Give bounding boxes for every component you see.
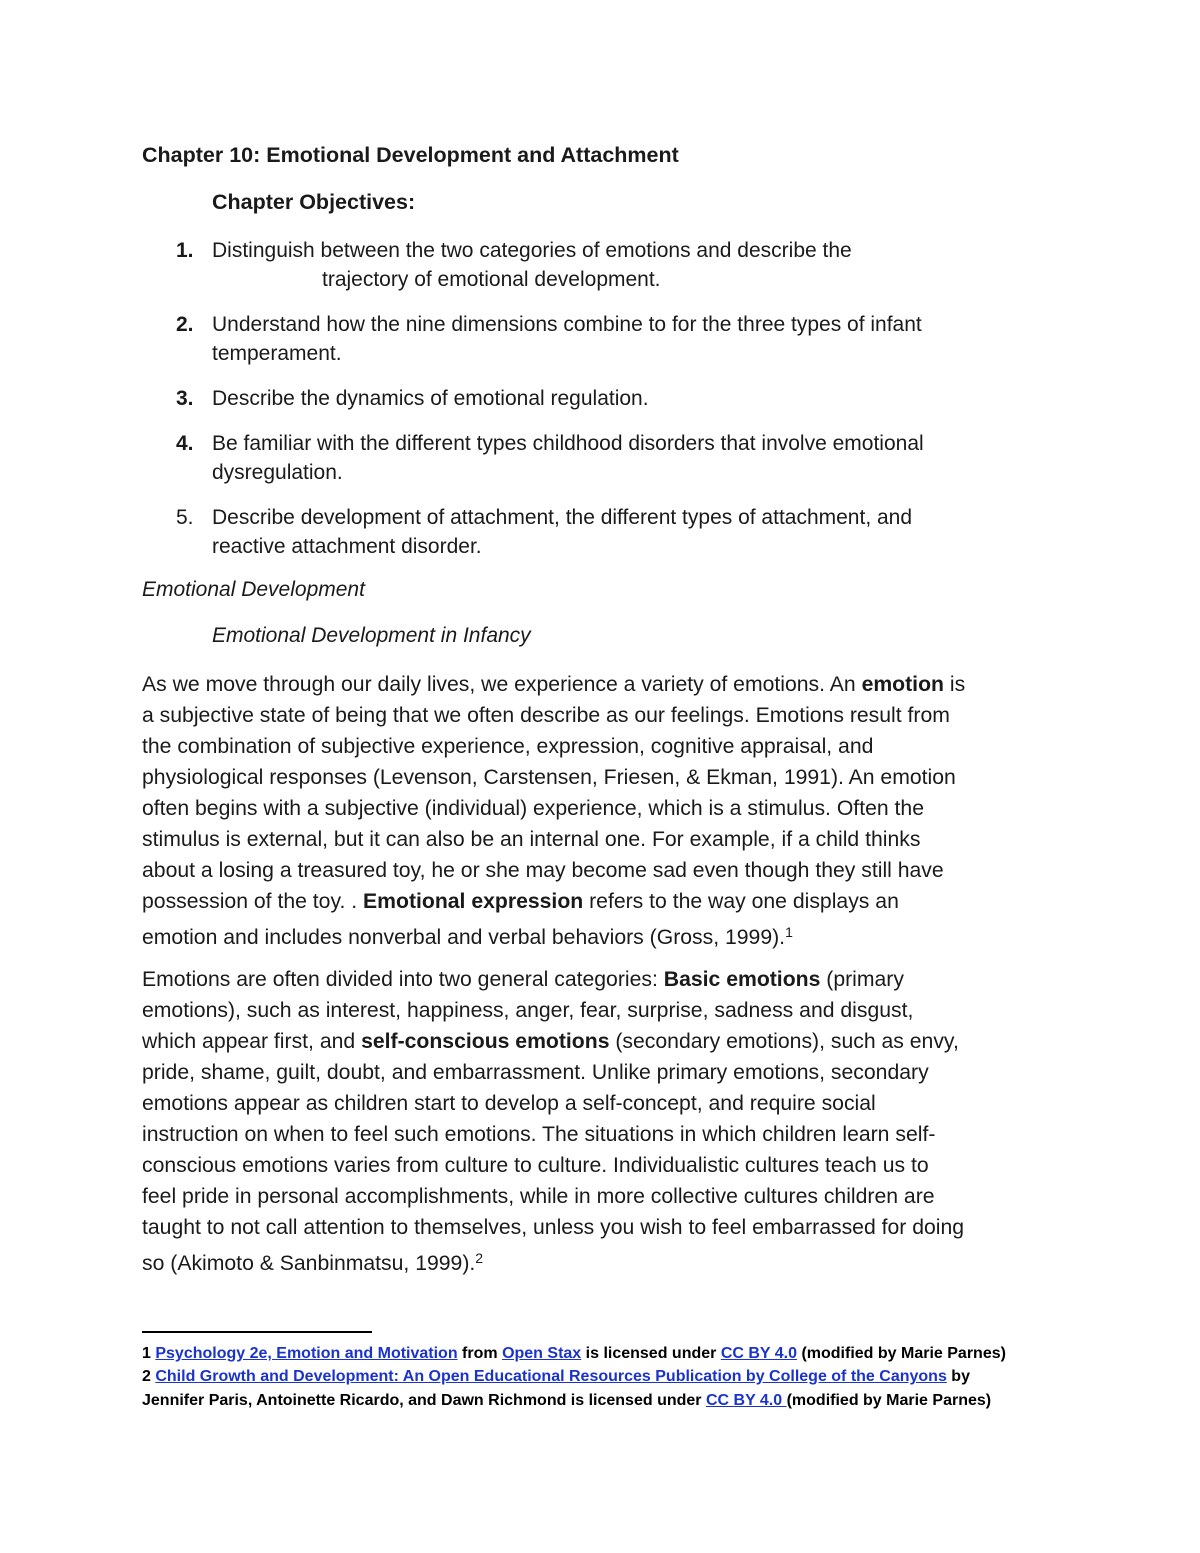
- paragraph-emotion: [142, 669, 1072, 953]
- subsection-heading: Emotional Development in Infancy: [212, 624, 531, 647]
- footnote-2: [142, 1367, 970, 1387]
- paragraph-categories: [142, 964, 1072, 1279]
- paragraph-line: physiological responses (Levenson, Carstensen, Friesen, & Ekman, 1991). An emotion: [142, 766, 956, 789]
- paragraph-line: [142, 1026, 1072, 1057]
- text-span: Emotions are often divided into two general categories:: [142, 968, 664, 991]
- objective-text: Describe development of attachment, the different types of attachment, and: [212, 506, 913, 529]
- paragraph-line: feel pride in personal accomplishments, while in more collective cultures children are: [142, 1185, 935, 1208]
- paragraph-line: [142, 886, 1072, 917]
- footnote-1: [142, 1344, 1006, 1364]
- objective-text: Distinguish between the two categories of emotions and describe the: [212, 239, 852, 262]
- footnote-2-cont: [142, 1391, 991, 1411]
- paragraph-line: emotions), such as interest, happiness, anger, fear, surprise, sadness and disgust,: [142, 999, 914, 1022]
- paragraph-line: a subjective state of being that we often describe as our feelings. Emotions result from: [142, 704, 950, 727]
- text-span: is: [943, 673, 966, 696]
- objective-text: Understand how the nine dimensions combine to for the three types of infant: [212, 313, 922, 336]
- footnote-text: by: [946, 1368, 970, 1385]
- objectives-heading: Chapter Objectives:: [212, 190, 416, 214]
- footnote-number: 2: [142, 1368, 156, 1385]
- text-span: As we move through our daily lives, we experience a variety of emotions. An: [142, 673, 862, 696]
- child-growth-link[interactable]: Child Growth and Development: An Open Educational Resources Publication by College of the Canyons: [155, 1368, 947, 1385]
- text-span: (secondary emotions), such as envy,: [609, 1030, 959, 1053]
- text-span: refers to the way one displays an: [583, 890, 899, 913]
- section-heading: Emotional Development: [142, 578, 365, 601]
- footnote-text: Jennifer Paris, Antoinette Ricardo, and Dawn Richmond is licensed under: [142, 1392, 706, 1409]
- footnote-text: from: [457, 1345, 503, 1362]
- text-span: which appear first, and: [142, 1030, 362, 1053]
- objective-number: 4.: [176, 432, 194, 455]
- open-stax-link[interactable]: Open Stax: [502, 1345, 582, 1362]
- text-span: so (Akimoto & Sanbinmatsu, 1999).: [142, 1252, 476, 1275]
- footnote-separator: [142, 1331, 372, 1333]
- paragraph-line: [142, 964, 1072, 995]
- paragraph-line: often begins with a subjective (individual) experience, which is a stimulus. Often the: [142, 797, 924, 820]
- footnote-text: is licensed under: [581, 1345, 721, 1362]
- bold-term: Emotional expression: [363, 890, 584, 913]
- objective-text-cont: reactive attachment disorder.: [212, 535, 482, 558]
- paragraph-line: taught to not call attention to themselves, unless you wish to feel embarrassed for doing: [142, 1216, 965, 1239]
- objective-number: 2.: [176, 313, 194, 336]
- text-span: (primary: [820, 968, 904, 991]
- objective-text-cont: trajectory of emotional development.: [322, 268, 661, 291]
- text-span: emotion and includes nonverbal and verbal behaviors (Gross, 1999).: [142, 926, 786, 949]
- objective-text: Describe the dynamics of emotional regulation.: [212, 387, 649, 410]
- bold-term: emotion: [861, 673, 944, 696]
- paragraph-line: pride, shame, guilt, doubt, and embarrassment. Unlike primary emotions, secondary: [142, 1061, 929, 1084]
- paragraph-line: about a losing a treasured toy, he or she may become sad even though they still have: [142, 859, 944, 882]
- cc-by-license-link[interactable]: CC BY 4.0: [720, 1345, 797, 1362]
- footnote-text: (modified by Marie Parnes): [786, 1392, 992, 1409]
- cc-by-license-link[interactable]: CC BY 4.0: [705, 1392, 787, 1409]
- bold-term: self-conscious emotions: [361, 1030, 610, 1053]
- paragraph-line: [142, 917, 1072, 953]
- paragraph-line: [142, 1243, 1072, 1279]
- paragraph-line: emotions appear as children start to develop a self-concept, and require social: [142, 1092, 876, 1115]
- objective-number: 5.: [176, 506, 194, 529]
- psychology-2e-link[interactable]: Psychology 2e, Emotion and Motivation: [155, 1345, 458, 1362]
- paragraph-line: stimulus is external, but it can also be an internal one. For example, if a child thinks: [142, 828, 921, 851]
- paragraph-line: conscious emotions varies from culture to culture. Individualistic cultures teach us to: [142, 1154, 929, 1177]
- objective-number: 3.: [176, 387, 194, 410]
- objective-text: Be familiar with the different types childhood disorders that involve emotional: [212, 432, 924, 455]
- paragraph-line: the combination of subjective experience, expression, cognitive appraisal, and: [142, 735, 874, 758]
- paragraph-line: instruction on when to feel such emotions. The situations in which children learn self-: [142, 1123, 936, 1146]
- objective-number: 1.: [176, 239, 194, 262]
- paragraph-line: [142, 669, 1072, 700]
- chapter-title: Chapter 10: Emotional Development and Attachment: [142, 143, 679, 167]
- objective-text-cont: dysregulation.: [212, 461, 343, 484]
- footnote-text: (modified by Marie Parnes): [797, 1345, 1006, 1362]
- bold-term: Basic emotions: [663, 968, 821, 991]
- footnote-number: 1: [142, 1345, 156, 1362]
- objective-text-cont: temperament.: [212, 342, 342, 365]
- text-span: possession of the toy. .: [142, 890, 364, 913]
- footnote-ref[interactable]: 1: [785, 924, 793, 940]
- footnote-ref[interactable]: 2: [475, 1250, 484, 1266]
